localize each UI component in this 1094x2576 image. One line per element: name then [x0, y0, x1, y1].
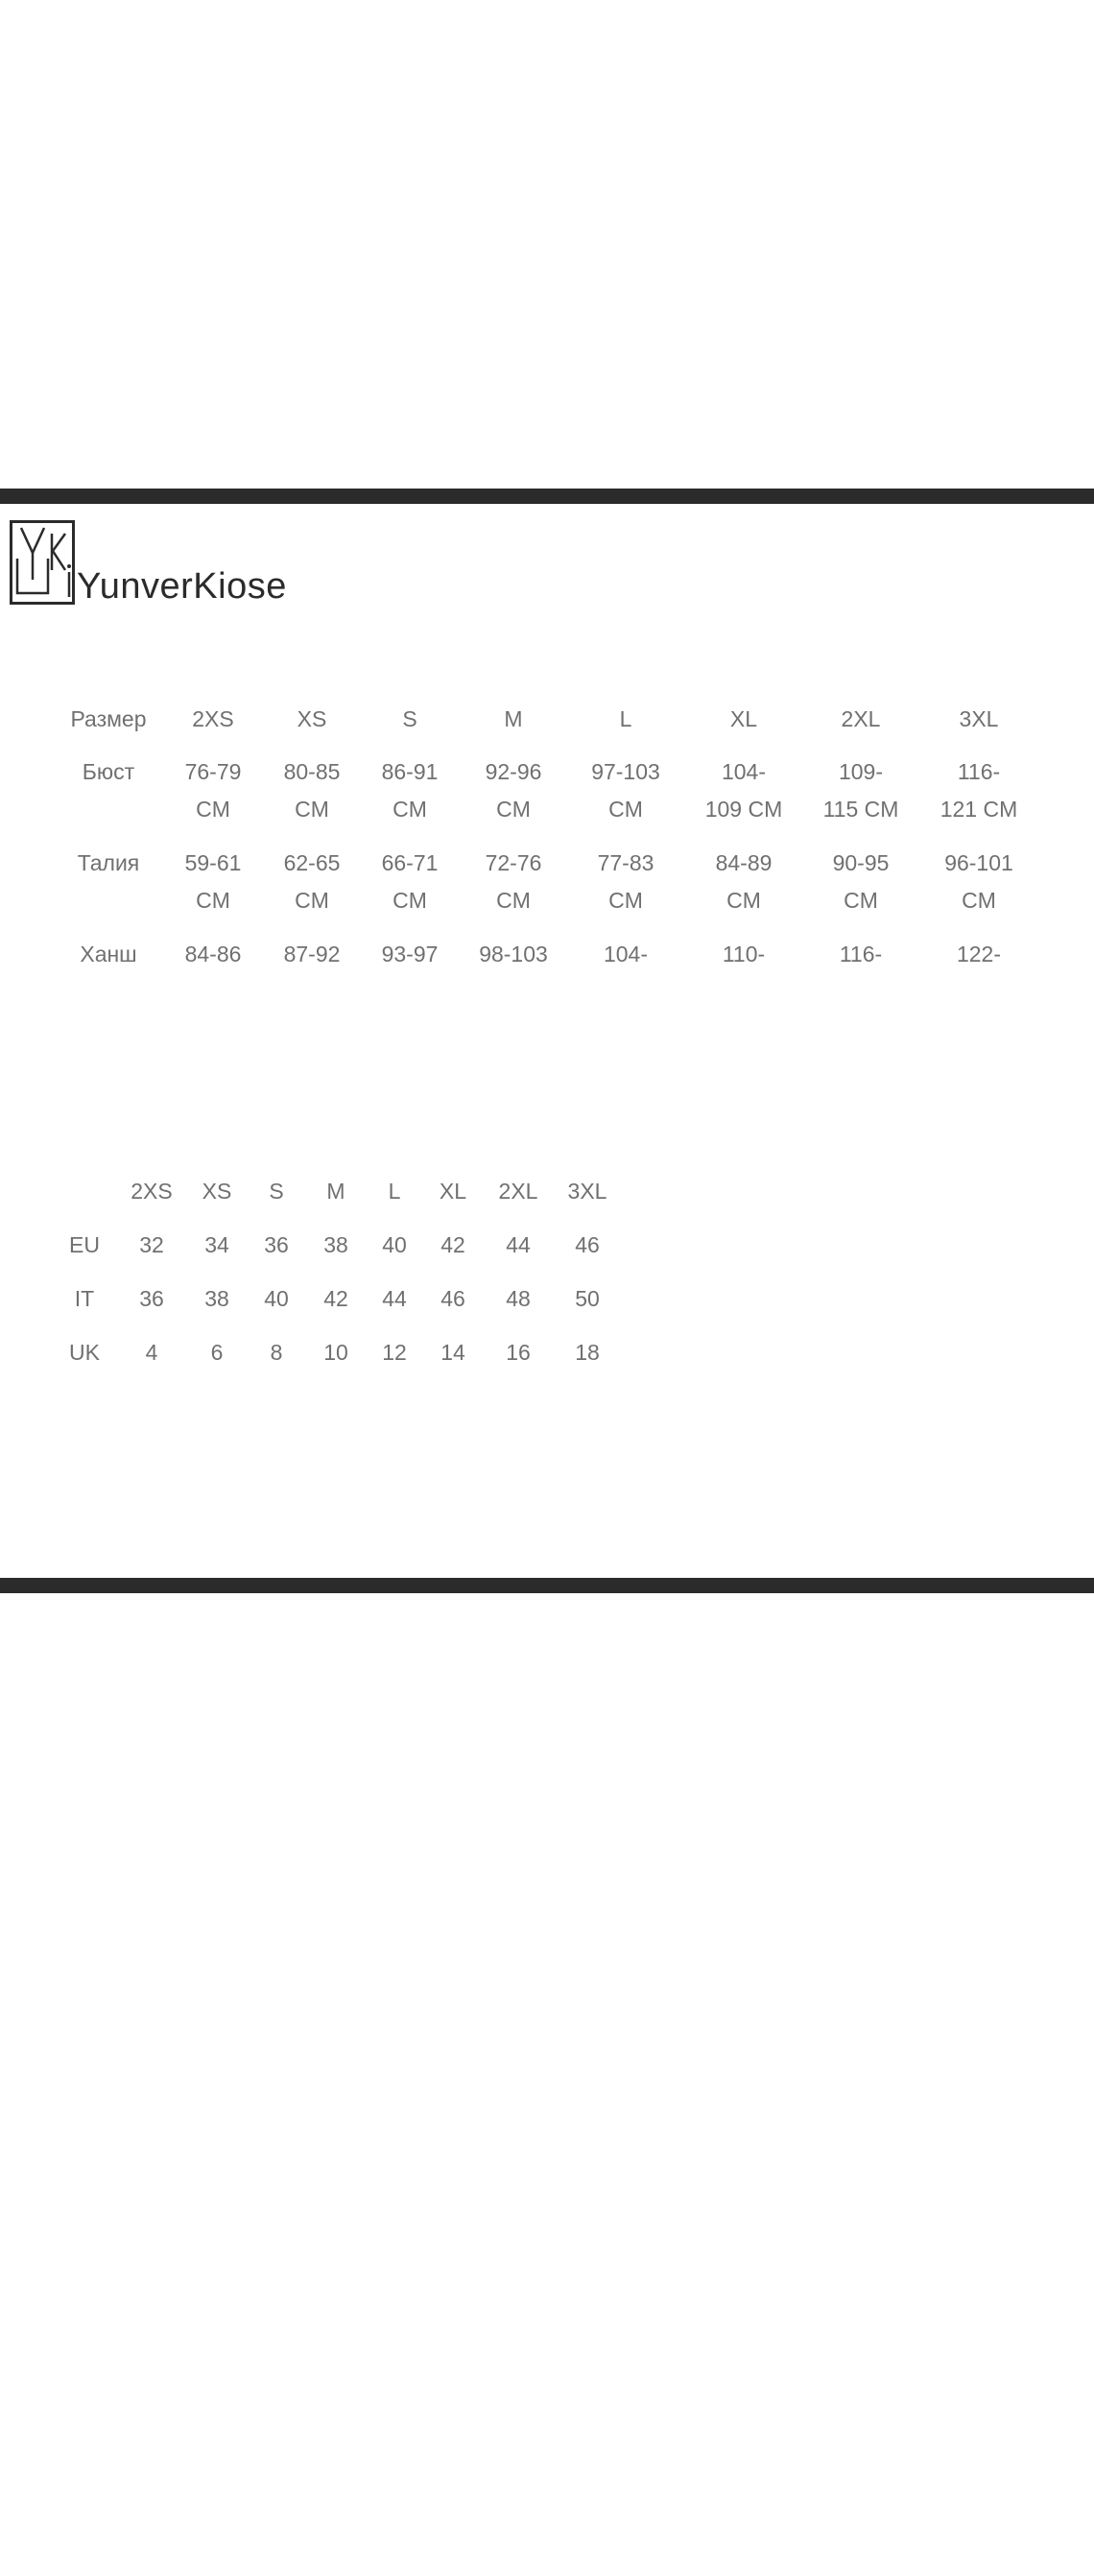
- conversion-size-header: 2XS: [131, 1179, 173, 1204]
- measurement-cell: CM: [608, 797, 643, 822]
- measurement-cell: CM: [392, 888, 427, 913]
- measurement-cell: 92-96: [485, 759, 542, 784]
- size-header-cell: XS: [297, 706, 327, 731]
- measurement-cell: 116-: [957, 759, 1001, 784]
- measurement-cell: CM: [844, 888, 878, 913]
- conversion-cell: 14: [440, 1340, 465, 1365]
- conversion-region-label: EU: [69, 1232, 100, 1257]
- measurement-cell: 77-83: [597, 850, 654, 875]
- size-header-cell: M: [504, 706, 523, 731]
- row-label: Талия: [77, 850, 140, 875]
- measurement-cell: 87-92: [283, 942, 341, 966]
- conversion-size-header: 2XL: [498, 1179, 538, 1204]
- measurement-cell: 72-76: [485, 850, 542, 875]
- conversion-region-label: UK: [69, 1340, 100, 1365]
- measurement-cell: 84-86: [184, 942, 242, 966]
- row-label: Ханш: [80, 942, 137, 966]
- measurement-cell: CM: [196, 797, 230, 822]
- conversion-cell: 36: [139, 1286, 164, 1311]
- size-header-cell: 2XL: [841, 706, 881, 731]
- measurement-cell: 84-89: [715, 850, 773, 875]
- measurement-cell: 116-: [839, 942, 883, 966]
- measurement-cell: 96-101: [944, 850, 1013, 875]
- measurement-cell: 59-61: [184, 850, 242, 875]
- measurement-cell: 97-103: [591, 759, 660, 784]
- conversion-cell: 6: [210, 1340, 224, 1365]
- table-header-label: Размер: [70, 706, 147, 731]
- conversion-cell: 32: [139, 1232, 164, 1257]
- conversion-size-header: M: [326, 1179, 345, 1204]
- measurement-cell: 109-: [838, 759, 884, 784]
- measurement-cell: 66-71: [381, 850, 439, 875]
- measurement-cell: 109 CM: [704, 797, 783, 822]
- conversion-cell: 40: [264, 1286, 289, 1311]
- measurement-cell: CM: [496, 888, 531, 913]
- measurement-cell: 80-85: [283, 759, 341, 784]
- measurement-cell: 121 CM: [939, 797, 1018, 822]
- measurement-cell: CM: [196, 888, 230, 913]
- brand-logo-mark: [10, 520, 75, 605]
- brand-logo: [10, 518, 287, 605]
- brand-name: YunverKiose: [77, 566, 287, 607]
- conversion-cell: 44: [506, 1232, 531, 1257]
- measurement-cell: 110-: [722, 942, 766, 966]
- measurement-cell: CM: [726, 888, 761, 913]
- conversion-cell: 42: [440, 1232, 465, 1257]
- conversion-cell: 46: [440, 1286, 465, 1311]
- measurement-cell: CM: [295, 888, 329, 913]
- top-divider-bar: [0, 489, 1094, 504]
- conversion-cell: 38: [323, 1232, 348, 1257]
- measurement-cell: 104-: [603, 942, 649, 966]
- conversion-cell: 50: [575, 1286, 600, 1311]
- conversion-cell: 44: [382, 1286, 407, 1311]
- measurement-cell: CM: [962, 888, 996, 913]
- measurement-cell: CM: [496, 797, 531, 822]
- conversion-cell: 42: [323, 1286, 348, 1311]
- measurement-cell: 62-65: [283, 850, 341, 875]
- conversion-cell: 38: [204, 1286, 229, 1311]
- measurement-cell: CM: [295, 797, 329, 822]
- measurement-cell: 76-79: [184, 759, 242, 784]
- conversion-cell: 40: [382, 1232, 407, 1257]
- conversion-cell: 12: [382, 1340, 407, 1365]
- conversion-cell: 48: [506, 1286, 531, 1311]
- conversion-cell: 10: [323, 1340, 348, 1365]
- measurement-cell: 104-: [721, 759, 767, 784]
- conversion-size-header: XS: [202, 1179, 232, 1204]
- conversion-cell: 46: [575, 1232, 600, 1257]
- conversion-size-header: 3XL: [567, 1179, 607, 1204]
- conversion-size-header: L: [388, 1179, 401, 1204]
- measurement-cell: 98-103: [479, 942, 548, 966]
- conversion-cell: 8: [270, 1340, 283, 1365]
- size-header-cell: 2XS: [192, 706, 234, 731]
- conversion-size-header: XL: [439, 1179, 467, 1204]
- measurement-cell: 90-95: [832, 850, 890, 875]
- size-header-cell: S: [402, 706, 417, 731]
- conversion-cell: 16: [506, 1340, 531, 1365]
- measurement-cell: CM: [392, 797, 427, 822]
- measurement-cell: 115 CM: [822, 797, 899, 822]
- bottom-divider-bar: [0, 1578, 1094, 1593]
- size-header-cell: L: [619, 706, 632, 731]
- conversion-cell: 18: [575, 1340, 600, 1365]
- measurement-cell: 122-: [956, 942, 1002, 966]
- conversion-cell: 36: [264, 1232, 289, 1257]
- measurement-cell: 93-97: [381, 942, 439, 966]
- conversion-cell: 4: [145, 1340, 158, 1365]
- size-header-cell: 3XL: [959, 706, 999, 731]
- size-header-cell: XL: [729, 706, 758, 731]
- conversion-size-header: S: [269, 1179, 284, 1204]
- measurement-cell: CM: [608, 888, 643, 913]
- row-label: Бюст: [82, 759, 135, 784]
- measurement-cell: 86-91: [381, 759, 439, 784]
- conversion-cell: 34: [204, 1232, 229, 1257]
- conversion-region-label: IT: [74, 1286, 95, 1311]
